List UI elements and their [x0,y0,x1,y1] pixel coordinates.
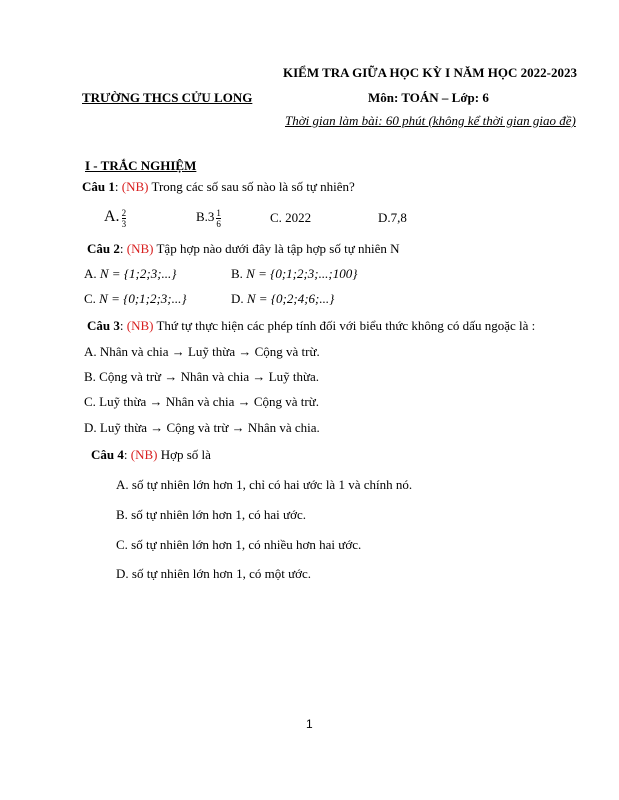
q1-a-num: 2 [121,207,127,218]
q1-level: (NB) [121,179,149,194]
q1-option-d: D.7,8 [378,210,407,225]
q4-option-a: A. số tự nhiên lớn hơn 1, chỉ có hai ước là 1 và chính nó. [116,477,413,492]
q2-b-set: N = {0;1;2;3;...;100} [246,266,358,281]
q2-label: Câu 2 [87,241,120,256]
q3-option-a: A. Nhân và chia → Luỹ thừa → Cộng và trừ. [84,344,320,359]
q2-sep: : [119,241,127,256]
question-2 [87,241,400,257]
q1-sep: : [114,179,122,194]
q1-text: Trong các số sau số nào là số tự nhiên? [148,179,355,194]
q1-b-prefix: B.3 [196,209,215,224]
subject-line: Môn: TOÁN – Lớp: 6 [368,90,489,105]
q2-c-prefix: C. [84,291,100,306]
q2-d-prefix: D. [231,291,247,306]
q2-option-a [84,266,176,282]
q2-option-b [231,266,357,282]
q1-b-den: 6 [216,218,221,229]
q2-d-set: N = {0;2;4;6;...} [246,291,335,306]
question-4 [91,447,211,463]
q2-b-prefix: B. [231,266,247,281]
school-name: TRƯỜNG THCS CỬU LONG [82,90,253,105]
section-title-text: I - TRẮC NGHIỆM [85,158,197,173]
q4-text: Hợp số là [157,447,211,462]
q2-c-set: N = {0;1;2;3;...} [99,291,187,306]
q2-level: (NB) [126,241,154,256]
q2-text: Tập hợp nào dưới đây là tập hợp số tự nhiên N [153,241,400,256]
question-1 [82,179,355,195]
q1-a-prefix: A. [104,208,120,225]
question-3 [87,318,535,334]
q1-a-fraction [122,208,127,229]
page-number: 1 [306,717,313,731]
q3-option-c: C. Luỹ thừa → Nhân và chia → Cộng và trừ. [84,394,320,409]
q2-option-c [84,291,187,307]
q4-option-c: C. số tự nhiên lớn hơn 1, có nhiều hơn hai ước. [116,537,362,552]
q1-label: Câu 1 [82,179,115,194]
q1-b-fraction [216,208,221,229]
q1-option-b [196,204,221,230]
section-title [85,158,196,174]
q4-sep: : [123,447,131,462]
q1-option-c: C. 2022 [270,210,312,225]
q2-a-set: N = {1;2;3;...} [99,266,177,281]
exam-title: KIỂM TRA GIỮA HỌC KỲ I NĂM HỌC 2022-2023 [283,65,577,80]
time-line: Thời gian làm bài: 60 phút (không kể thời gian giao đề) [285,113,576,128]
q1-a-den: 3 [121,218,127,229]
q3-label: Câu 3 [87,318,120,333]
q3-sep: : [119,318,127,333]
q2-a-prefix: A. [84,266,100,281]
q1-b-num: 1 [216,207,221,218]
q4-option-d: D. số tự nhiên lớn hơn 1, có một ước. [116,566,312,581]
q3-text: Thứ tự thực hiện các phép tính đối với biểu thức không có dấu ngoặc là : [153,318,536,333]
q3-level: (NB) [126,318,154,333]
q1-option-a [104,204,126,230]
q4-label: Câu 4 [91,447,124,462]
q3-option-d: D. Luỹ thừa → Cộng và trừ → Nhân và chia. [84,420,320,435]
q3-option-b: B. Cộng và trừ → Nhân và chia → Luỹ thừa. [84,369,320,384]
q4-option-b: B. số tự nhiên lớn hơn 1, có hai ước. [116,507,306,522]
q2-option-d [231,291,334,307]
q4-level: (NB) [130,447,158,462]
